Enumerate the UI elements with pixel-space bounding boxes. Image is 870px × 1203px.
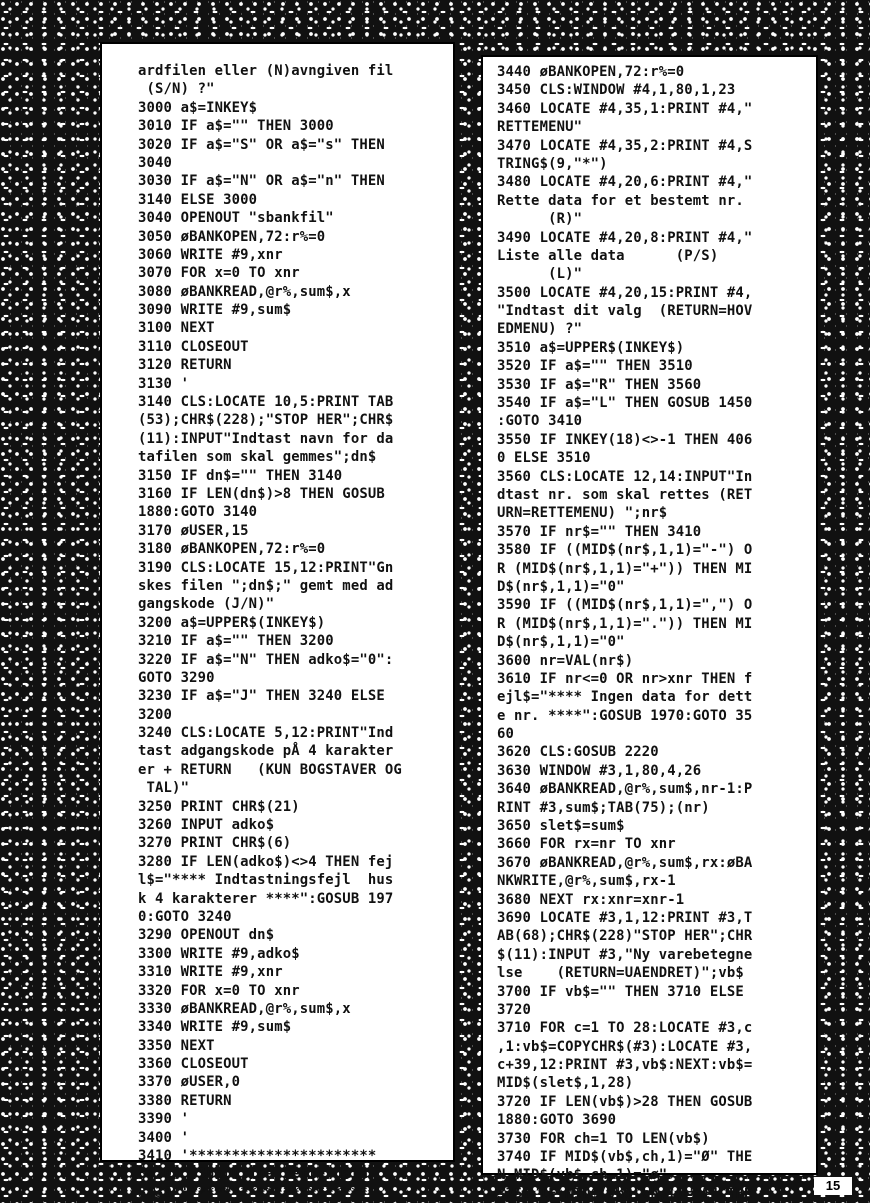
code-line: 3740 IF MID$(vb$,ch,1)="Ø" THE (497, 1149, 753, 1166)
code-line: lse (RETURN=UAENDRET)";vb$ (497, 965, 744, 982)
code-line: 1880:GOTO 3140 (138, 504, 258, 521)
code-line: Liste alle data (P/S) (497, 247, 719, 264)
code-line: (L)" (497, 266, 583, 283)
code-line: 3460 LOCATE #4,35,1:PRINT #4," (497, 100, 753, 117)
code-line: 3510 a$=UPPER$(INKEY$) (497, 339, 685, 356)
code-line: 3590 IF ((MID$(nr$,1,1)=",") O (497, 597, 753, 614)
code-line: 3720 (497, 1001, 532, 1018)
right-code-listing (483, 57, 816, 1203)
code-line: EDMENU) ?" (497, 321, 583, 338)
code-line: 3440 øBANKOPEN,72:r%=0 (497, 64, 685, 80)
code-line: l$="**** Indtastningsfejl hus (138, 872, 394, 889)
code-line: 3010 IF a$="" THEN 3000 (138, 118, 334, 135)
code-line: 3380 RETURN (138, 1092, 232, 1109)
code-line: 3190 CLS:LOCATE 15,12:PRINT"Gn (138, 559, 394, 576)
code-line: RINT #3,sum$;TAB(75);(nr) (497, 799, 710, 816)
code-line: TRING$(9,"*") (497, 155, 608, 172)
left-code-panel (100, 42, 455, 1201)
code-line: 3140 ELSE 3000 (138, 191, 258, 208)
code-line: 3500 LOCATE #4,20,15:PRINT #4, (497, 284, 753, 301)
code-line: 3430 '********************* (138, 1184, 368, 1201)
code-line: 3710 FOR c=1 TO 28:LOCATE #3,c (497, 1020, 753, 1037)
code-line: er + RETURN (KUN BOGSTAVER OG (138, 761, 402, 778)
code-line: ejl$="**** Ingen data for dett (497, 689, 753, 706)
code-line: AB(68);CHR$(228)"STOP HER";CHR (497, 928, 753, 945)
code-line: 3550 IF INKEY(18)<>-1 THEN 406 (497, 431, 753, 448)
code-line: N MID$(vb$,ch,1)="ø" (497, 1167, 668, 1184)
code-line: Rette data for et bestemt nr. (497, 192, 744, 209)
code-line: 3140 CLS:LOCATE 10,5:PRINT TAB (138, 394, 394, 411)
code-line: 3720 IF LEN(vb$)>28 THEN GOSUB (497, 1093, 753, 1110)
code-line: 3130 ' (138, 375, 190, 392)
code-line: 3300 WRITE #9,adko$ (138, 945, 300, 962)
code-line: c+39,12:PRINT #3,vb$:NEXT:vb$= (497, 1057, 753, 1074)
code-line: URN=RETTEMENU) ";nr$ (497, 505, 668, 522)
code-line: ,1:vb$=COPYCHR$(#3):LOCATE #3, (497, 1038, 753, 1055)
code-line: 1880:GOTO 3690 (497, 1112, 617, 1129)
code-line: NKWRITE,@r%,sum$,rx-1 (497, 873, 676, 890)
code-line: 3410 '********************** (138, 1148, 377, 1165)
code-line: 3200 a$=UPPER$(INKEY$) (138, 614, 326, 631)
code-line: 3290 OPENOUT dn$ (138, 927, 275, 944)
code-line: 3580 IF ((MID$(nr$,1,1)="-") O (497, 542, 753, 559)
code-line: 3520 IF a$="" THEN 3510 (497, 358, 693, 375)
code-line: 3040 OPENOUT "sbankfil" (138, 210, 334, 227)
code-line: 3120 RETURN (138, 357, 232, 374)
code-line: e nr. ****":GOSUB 1970:GOTO 35 (497, 707, 753, 724)
code-line: 3400 ' (138, 1129, 190, 1146)
code-line: 3050 øBANKOPEN,72:r%=0 (138, 228, 326, 245)
code-line: 3250 PRINT CHR$(21) (138, 798, 300, 815)
code-line: 3490 LOCATE #4,20,8:PRINT #4," (497, 229, 753, 246)
code-line: 0 ELSE 3510 (497, 450, 591, 467)
code-line: D$(nr$,1,1)="0" (497, 634, 625, 651)
code-line: 3240 CLS:LOCATE 5,12:PRINT"Ind (138, 725, 394, 742)
code-line: 3390 ' (138, 1111, 190, 1128)
code-line: 3630 WINDOW #3,1,80,4,26 (497, 762, 702, 779)
code-line: skes filen ";dn$;" gemt med ad (138, 577, 394, 594)
code-line: 3180 øBANKOPEN,72:r%=0 (138, 541, 326, 558)
code-line: 3230 IF a$="J" THEN 3240 ELSE (138, 688, 385, 705)
code-line: 3650 slet$=sum$ (497, 818, 625, 835)
code-line: 3480 LOCATE #4,20,6:PRINT #4," (497, 174, 753, 191)
code-line: 3320 FOR x=0 TO xnr (138, 982, 300, 999)
code-line: 3570 IF nr$="" THEN 3410 (497, 523, 702, 540)
code-line: (S/N) ?" (138, 81, 215, 98)
code-line: 3110 CLOSEOUT (138, 338, 249, 355)
code-line: :GOTO 3410 (497, 413, 583, 430)
code-line: 3750 IF MID$(vb$,ch,1)="Æ" THE (497, 1185, 753, 1202)
code-line: GOTO 3290 (138, 669, 215, 686)
code-line: R (MID$(nr$,1,1)="+")) THEN MI (497, 560, 753, 577)
code-line: RETTEMENU" (497, 119, 583, 136)
code-line: 60 (497, 726, 515, 743)
code-line: 3450 CLS:WINDOW #4,1,80,1,23 (497, 82, 736, 99)
code-line: 3680 NEXT rx:xnr=xnr-1 (497, 891, 685, 908)
code-line: 3370 øUSER,0 (138, 1074, 241, 1091)
code-line: $(11):INPUT #3,"Ny varebetegne (497, 946, 753, 963)
code-line: 3220 IF a$="N" THEN adko$="0": (138, 651, 394, 668)
code-line: 3310 WRITE #9,xnr (138, 964, 283, 981)
code-line: 3000 a$=INKEY$ (138, 99, 258, 116)
code-line: 3660 FOR rx=nr TO xnr (497, 836, 676, 853)
right-code-panel (481, 55, 818, 1202)
code-line: MID$(slet$,1,28) (497, 1075, 634, 1092)
code-line: 3610 IF nr<=0 OR nr>xnr THEN f (497, 670, 753, 687)
code-line: 3470 LOCATE #4,35,2:PRINT #4,S (497, 137, 753, 154)
code-line: 3640 øBANKREAD,@r%,sum$,nr-1:P (497, 781, 753, 798)
code-line: TAL)" (138, 780, 190, 797)
code-line: 3170 øUSER,15 (138, 522, 249, 539)
code-line: 3350 NEXT (138, 1037, 215, 1054)
left-code-listing (102, 44, 453, 1202)
page-number: 15 (814, 1177, 852, 1195)
code-line: 3600 nr=VAL(nr$) (497, 652, 634, 669)
code-line: 3360 CLOSEOUT (138, 1056, 249, 1073)
code-line: 3270 PRINT CHR$(6) (138, 835, 292, 852)
code-line: 3040 (138, 154, 173, 171)
code-line: 3280 IF LEN(adko$)<>4 THEN fej (138, 853, 394, 870)
code-line: 3730 FOR ch=1 TO LEN(vb$) (497, 1130, 710, 1147)
code-line: k 4 karakterer ****":GOSUB 197 (138, 890, 394, 907)
code-line: R (MID$(nr$,1,1)=".")) THEN MI (497, 615, 753, 632)
code-line: 3530 IF a$="R" THEN 3560 (497, 376, 702, 393)
code-line: dtast nr. som skal rettes (RET (497, 486, 753, 503)
code-line: gangskode (J/N)" (138, 596, 275, 613)
code-line: ardfilen eller (N)avngiven fil (138, 63, 394, 79)
code-line: 3420 ' Subrutine rette data (138, 1166, 368, 1183)
code-line: 3690 LOCATE #3,1,12:PRINT #3,T (497, 909, 753, 926)
code-line: (53);CHR$(228);"STOP HER";CHR$ (138, 412, 394, 429)
code-line: 3620 CLS:GOSUB 2220 (497, 744, 659, 761)
code-line: 3080 øBANKREAD,@r%,sum$,x (138, 283, 351, 300)
code-line: tast adgangskode pÅ 4 karakter (138, 743, 394, 760)
code-line: 3330 øBANKREAD,@r%,sum$,x (138, 1000, 351, 1017)
code-line: (11):INPUT"Indtast navn for da (138, 430, 394, 447)
code-line: 3060 WRITE #9,xnr (138, 246, 283, 263)
code-line: D$(nr$,1,1)="0" (497, 578, 625, 595)
code-line: tafilen som skal gemmes";dn$ (138, 449, 377, 466)
code-line: 3100 NEXT (138, 320, 215, 337)
code-line: (R)" (497, 211, 583, 228)
code-line: "Indtast dit valg (RETURN=HOV (497, 303, 753, 320)
code-line: 3560 CLS:LOCATE 12,14:INPUT"In (497, 468, 753, 485)
code-line: 3020 IF a$="S" OR a$="s" THEN (138, 136, 385, 153)
code-line: 3160 IF LEN(dn$)>8 THEN GOSUB (138, 485, 385, 502)
code-line: 3070 FOR x=0 TO xnr (138, 265, 300, 282)
code-line: 3670 øBANKREAD,@r%,sum$,rx:øBA (497, 854, 753, 871)
code-line: 3090 WRITE #9,sum$ (138, 302, 292, 319)
code-line: 3200 (138, 706, 173, 723)
code-line: 3030 IF a$="N" OR a$="n" THEN (138, 173, 385, 190)
code-line: 0:GOTO 3240 (138, 908, 232, 925)
code-line: 3540 IF a$="L" THEN GOSUB 1450 (497, 395, 753, 412)
code-line: 3210 IF a$="" THEN 3200 (138, 633, 334, 650)
code-line: 3700 IF vb$="" THEN 3710 ELSE (497, 983, 744, 1000)
code-line: 3150 IF dn$="" THEN 3140 (138, 467, 343, 484)
code-line: 3260 INPUT adko$ (138, 817, 275, 834)
code-line: 3340 WRITE #9,sum$ (138, 1019, 292, 1036)
